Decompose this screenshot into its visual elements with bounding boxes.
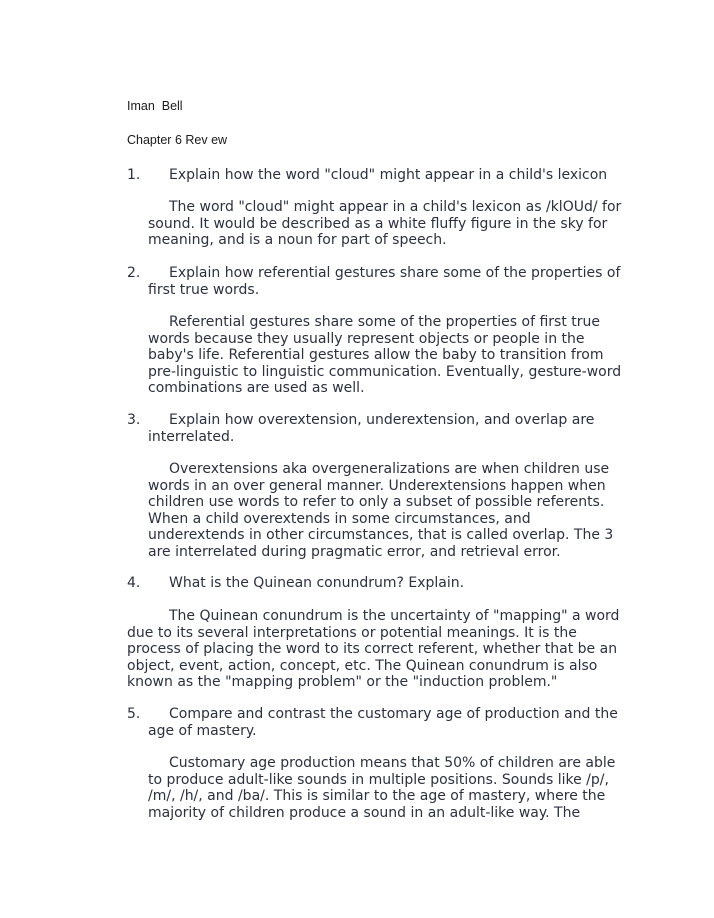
question-number: 2.	[127, 265, 141, 281]
answer-4: The Quinean conundrum is the uncertainty of "mapping" a word due to its several interpretations or potential meanings. It is the process of placing the word to its correct referent, whether that be an object, event, action, concept, etc. The Quinean conundrum is also known as the "mapping problem" or the "induction problem."	[127, 608, 620, 690]
answer-5: Customary age production means that 50% of children are able to produce adult-like sounds in multiple positions. Sounds like /p/, /m/, /h/, and /ba/. This is similar to the age of mastery, where the majority of children produce a sound in an adult-like way. The	[148, 755, 616, 821]
question-5	[127, 706, 627, 739]
question-text: Compare and contrast the customary age of production and the age of mastery.	[148, 706, 618, 739]
student-name: Iman Bell	[127, 99, 183, 113]
question-1	[127, 167, 627, 184]
question-text: Explain how the word "cloud" might appear in a child's lexicon	[169, 167, 608, 183]
question-number: 1.	[127, 167, 141, 183]
question-number: 5.	[127, 706, 141, 722]
question-3	[127, 412, 627, 445]
question-number: 4.	[127, 575, 141, 591]
document-title: Chapter 6 Rev ew	[127, 133, 228, 147]
answer-2: Referential gestures share some of the properties of first true words because they usually represent objects or people in the baby's life. Referential gestures allow the baby to transition from pre-linguistic to linguistic communication. Eventually, gesture-word combinations are used as well.	[148, 314, 622, 396]
question-text: What is the Quinean conundrum? Explain.	[169, 575, 465, 591]
question-2	[127, 265, 627, 298]
question-4	[127, 575, 627, 592]
question-text: Explain how overextension, underextension, and overlap are interrelated.	[148, 412, 595, 445]
answer-1: The word "cloud" might appear in a child's lexicon as /klOUd/ for sound. It would be described as a white fluffy figure in the sky for meaning, and is a noun for part of speech.	[148, 199, 622, 248]
question-number: 3.	[127, 412, 141, 428]
answer-3: Overextensions aka overgeneralizations are when children use words in an over general manner. Underextensions happen when children use words to refer to only a subset of possible referents. When a child overextends in some circumstances, and underextends in other circumstances, that is called overlap. The 3 are interrelated during pragmatic error, and retrieval error.	[148, 461, 614, 560]
question-text: Explain how referential gestures share some of the properties of first true words.	[148, 265, 621, 298]
